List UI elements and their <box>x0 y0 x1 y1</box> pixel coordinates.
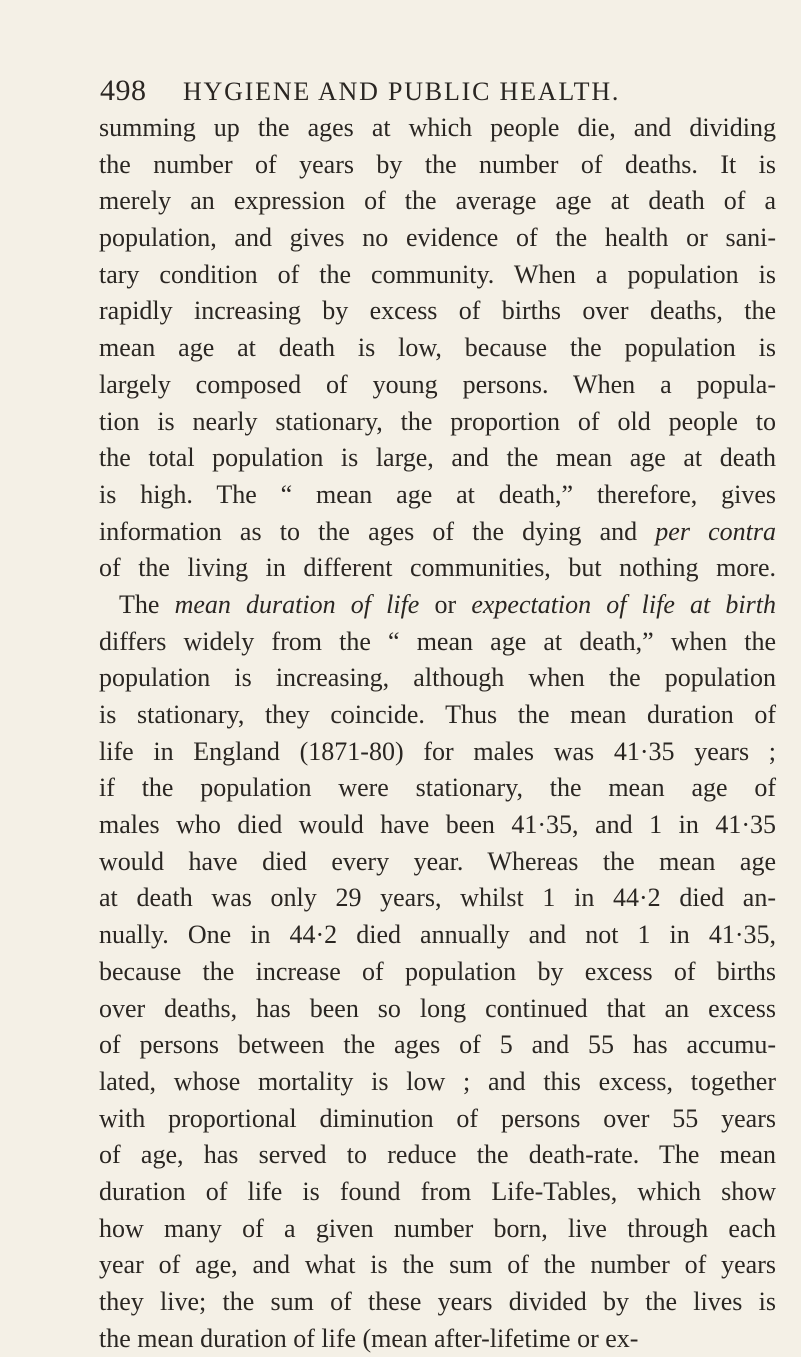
text-line: they live; the sum of these years divided by the lives is <box>99 1287 776 1316</box>
text-line: merely an expression of the average age at death of a <box>99 186 776 216</box>
text-line: the total population is large, and the mean age at death <box>99 443 776 473</box>
text-line: tary condition of the community. When a population is <box>99 259 776 289</box>
text-line: population is increasing, although when the population <box>99 663 776 693</box>
text-line: rapidly increasing by excess of births over deaths, the <box>99 296 776 326</box>
italic-phrase: mean duration of life <box>174 589 420 619</box>
italic-phrase: expectation of life at birth <box>471 589 776 619</box>
text-line: if the population were stationary, the mean age of <box>99 773 776 803</box>
text-line: lated, whose mortality is low ; and this excess, together <box>99 1066 776 1096</box>
text-run: information as to the ages of the dying and <box>99 516 656 546</box>
text-line: males who died would have been 41·35, and 1 in 41·35 <box>99 810 776 840</box>
text-line: tion is nearly stationary, the proportion of old people to <box>99 406 776 436</box>
text-line: how many of a given number born, live through each <box>99 1213 776 1243</box>
text-line: largely composed of young persons. When a popula- <box>99 369 776 399</box>
text-line <box>99 514 776 551</box>
running-title: HYGIENE AND PUBLIC HEALTH. <box>182 77 621 106</box>
text-line: the number of years by the number of deaths. It is <box>99 149 776 179</box>
text-line: life in England (1871-80) for males was 41·35 years ; <box>99 736 776 766</box>
running-head <box>100 74 800 108</box>
text-line: nually. One in 44·2 died annually and not 1 in 41·35, <box>99 920 776 950</box>
italic-phrase: per contra <box>655 516 777 546</box>
text-line: the mean duration of life (mean after-lifetime or ex- <box>99 1323 639 1353</box>
text-line: with proportional diminution of persons over 55 years <box>99 1103 776 1133</box>
text-run: The <box>119 589 175 619</box>
text-line: would have died every year. Whereas the mean age <box>99 846 776 876</box>
text-line: of age, has served to reduce the death-rate. The mean <box>99 1140 776 1170</box>
text-line: mean age at death is low, because the population is <box>99 333 776 363</box>
page-number: 498 <box>100 74 147 107</box>
text-line: at death was only 29 years, whilst 1 in 44·2 died an- <box>99 883 776 913</box>
body-text <box>99 110 776 1357</box>
text-line: of the living in different communities, but nothing more. <box>99 553 776 583</box>
text-line: differs widely from the “ mean age at death,” when the <box>99 626 776 656</box>
text-line: duration of life is found from Life-Tables, which show <box>99 1176 776 1206</box>
text-line: is high. The “ mean age at death,” therefore, gives <box>99 479 776 509</box>
text-line: population, and gives no evidence of the health or sani- <box>99 223 776 253</box>
text-line: year of age, and what is the sum of the number of years <box>99 1250 776 1280</box>
text-line: summing up the ages at which people die, and dividing <box>99 113 776 142</box>
text-run: or <box>419 589 472 619</box>
paragraph-start-line <box>99 587 776 624</box>
text-line: is stationary, they coincide. Thus the mean duration of <box>99 700 776 729</box>
text-line: because the increase of population by excess of births <box>99 956 776 986</box>
text-line: over deaths, has been so long continued that an excess <box>99 993 776 1023</box>
text-line: of persons between the ages of 5 and 55 has accumu- <box>99 1030 776 1060</box>
